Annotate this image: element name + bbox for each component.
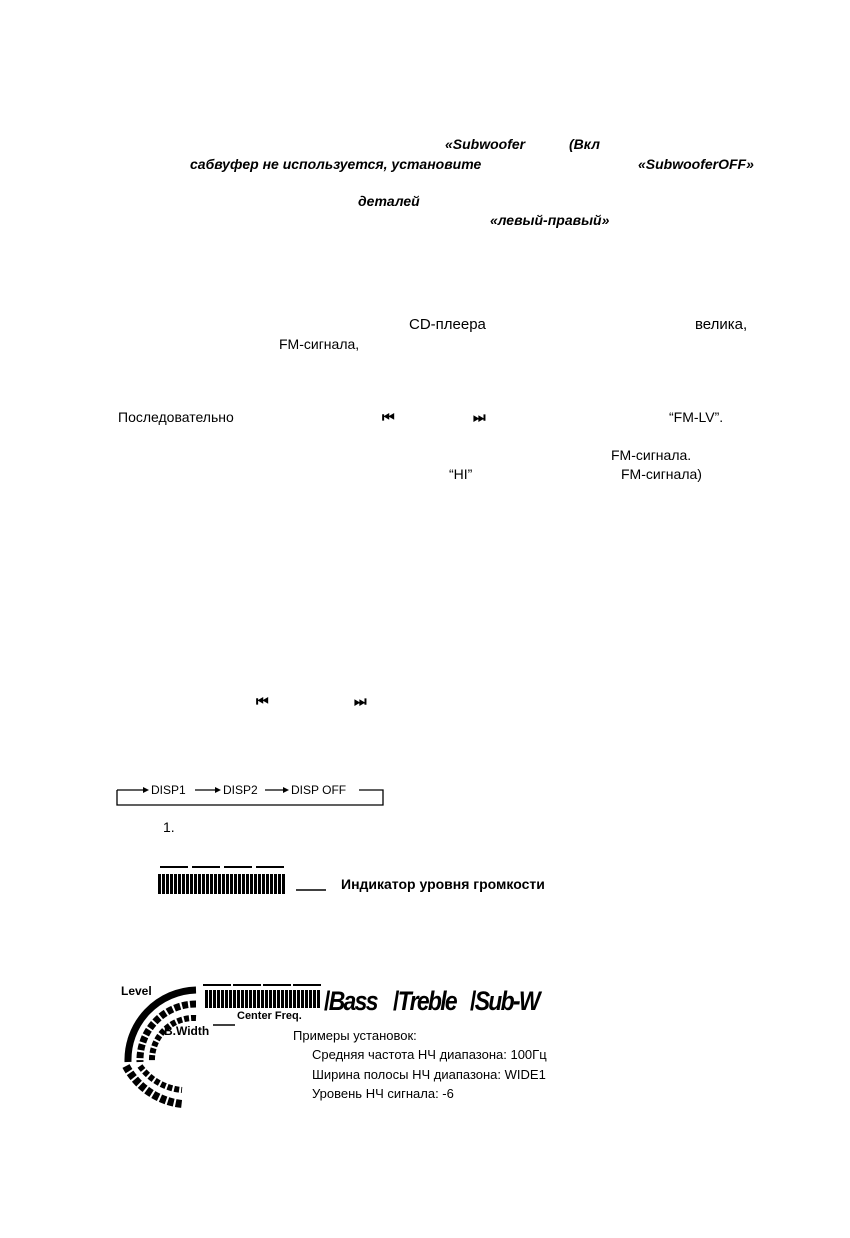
lcd-segment	[182, 874, 185, 894]
lcd-segment	[285, 990, 288, 1008]
lcd-segment	[313, 990, 316, 1008]
subwoofer-off-text: «SubwooferOFF»	[638, 156, 754, 172]
lcd-segment	[273, 990, 276, 1008]
lcd-segment	[238, 874, 241, 894]
lcd-segment	[186, 874, 189, 894]
lcd-segment	[269, 990, 272, 1008]
lcd-segment	[174, 874, 177, 894]
lcd-segment	[206, 874, 209, 894]
left-right-text: «левый-правый»	[490, 212, 610, 228]
hi-text: “HI”	[449, 466, 473, 482]
lcd-segment	[241, 990, 244, 1008]
volume-indicator-line	[296, 879, 326, 895]
lcd-segment	[253, 990, 256, 1008]
previous-track-icon-2: ⏮	[256, 693, 266, 709]
disp1-label: DISP1	[151, 783, 186, 797]
fm-lv-text: “FM-LV”.	[669, 409, 724, 425]
lcd-segment	[234, 874, 237, 894]
center-freq-label: Center Freq.	[237, 1010, 302, 1022]
next-track-icon: ⏭	[473, 409, 483, 425]
lcd-segment	[301, 990, 304, 1008]
lcd-segment	[170, 874, 173, 894]
lcd-segment	[309, 990, 312, 1008]
example-bandwidth: Ширина полосы НЧ диапазона: WIDE1	[312, 1067, 546, 1082]
lcd-segment	[254, 874, 257, 894]
subw-label: /Sub-W	[470, 986, 539, 1016]
lcd-segment	[225, 990, 228, 1008]
lcd-segment	[289, 990, 292, 1008]
lcd-segment	[297, 990, 300, 1008]
lcd-segment	[277, 990, 280, 1008]
lcd-segment	[270, 874, 273, 894]
leader-line	[296, 888, 326, 892]
lcd-segment	[233, 990, 236, 1008]
lcd-segment	[257, 990, 260, 1008]
vkl-text: (Вкл	[569, 136, 600, 152]
lcd-segment	[229, 990, 232, 1008]
next-track-icon-2: ⏭	[354, 693, 364, 709]
treble-label: /Treble	[393, 986, 456, 1016]
leader-line-2	[213, 1023, 235, 1027]
details-text: деталей	[358, 193, 420, 209]
treble-label-text: Treble	[397, 986, 456, 1016]
bass-label: /Bass	[324, 986, 377, 1016]
disp-cycle-diagram	[113, 781, 385, 807]
volume-level-indicator-graphic	[156, 866, 288, 894]
lcd-segment	[214, 874, 217, 894]
lcd-segment	[249, 990, 252, 1008]
lcd-segment	[221, 990, 224, 1008]
lcd-segment	[261, 990, 264, 1008]
lcd-segment	[305, 990, 308, 1008]
lcd-segment	[209, 990, 212, 1008]
lcd-segment	[237, 990, 240, 1008]
lcd-segment	[166, 874, 169, 894]
lcd-segment	[178, 874, 181, 894]
disp2-label: DISP2	[223, 783, 258, 797]
lcd-segment	[282, 874, 285, 894]
lcd-segment	[230, 874, 233, 894]
lcd-segment	[281, 990, 284, 1008]
fm-signal-paren-text: FM-сигнала)	[621, 466, 702, 482]
lcd-segment	[205, 990, 208, 1008]
example-level: Уровень НЧ сигнала: -6	[312, 1086, 454, 1101]
velika-text: велика,	[695, 316, 748, 333]
step-number: 1.	[163, 819, 175, 835]
volume-indicator-label: Индикатор уровня громкости	[341, 876, 545, 892]
subw-label-text: Sub-W	[474, 986, 539, 1016]
examples-title: Примеры установок:	[293, 1028, 417, 1043]
lcd-segment	[202, 874, 205, 894]
previous-track-icon: ⏮	[382, 409, 392, 425]
fm-signal-text: FM-сигнала,	[279, 336, 360, 352]
lcd-segment	[246, 874, 249, 894]
lcd-segment	[217, 990, 220, 1008]
lcd-segment	[158, 874, 161, 894]
cd-player-text: CD-плеера	[409, 316, 486, 333]
level-label: Level	[121, 984, 152, 998]
lcd-segment	[190, 874, 193, 894]
lcd-segment	[198, 874, 201, 894]
lcd-segment	[258, 874, 261, 894]
lcd-segment	[213, 990, 216, 1008]
lcd-segment	[210, 874, 213, 894]
lcd-segment	[194, 874, 197, 894]
lcd-segment	[222, 874, 225, 894]
lcd-segment	[218, 874, 221, 894]
lcd-segment	[278, 874, 281, 894]
lcd-segment	[226, 874, 229, 894]
lcd-segment	[317, 990, 320, 1008]
subwoofer-not-used-text: сабвуфер не используется, установите	[190, 156, 482, 172]
lcd-segment	[265, 990, 268, 1008]
lcd-segment	[162, 874, 165, 894]
fm-signal-dot-text: FM-сигнала.	[611, 447, 692, 463]
lcd-segment	[245, 990, 248, 1008]
example-center-freq: Средняя частота НЧ диапазона: 100Гц	[312, 1047, 547, 1062]
disp-off-label: DISP OFF	[291, 783, 347, 797]
subwoofer-quote: «Subwoofer	[445, 136, 526, 152]
sequentially-text: Последовательно	[118, 409, 234, 425]
lcd-segment	[262, 874, 265, 894]
lcd-segment	[250, 874, 253, 894]
lcd-segment	[266, 874, 269, 894]
bass-label-text: Bass	[328, 986, 377, 1016]
lcd-segment	[274, 874, 277, 894]
lcd-segment	[293, 990, 296, 1008]
b-width-label: B.Width	[164, 1024, 210, 1038]
lcd-segment	[242, 874, 245, 894]
center-freq-leader	[213, 1014, 235, 1030]
